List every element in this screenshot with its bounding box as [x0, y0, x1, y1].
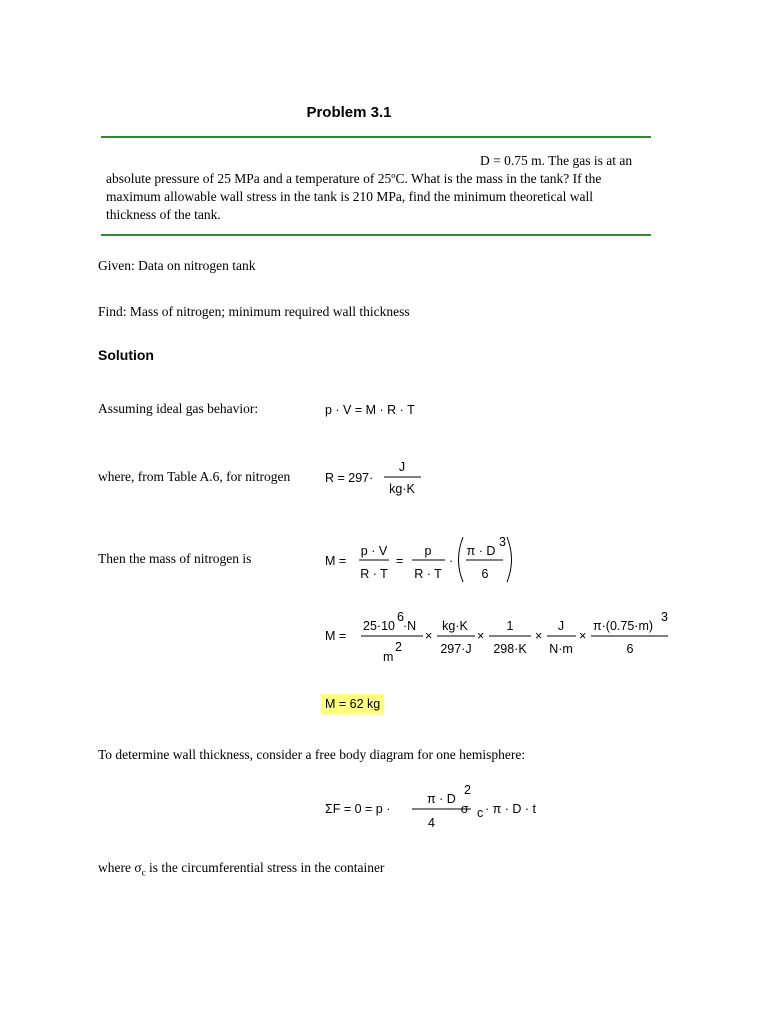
- m1-f3-den: 6: [481, 567, 489, 581]
- force-balance-equation: [325, 784, 555, 835]
- m2-d-num: J: [557, 619, 565, 633]
- m2-e-num: π·(0.75·m): [593, 619, 654, 633]
- m2-c-den: 298·K: [493, 642, 527, 656]
- ideal-gas-equation: p · V = M · R · T: [325, 403, 415, 417]
- m2-c-num: 1: [506, 619, 514, 633]
- m1-dot: ·: [449, 554, 454, 568]
- mass-label: Then the mass of nitrogen is: [98, 551, 252, 566]
- m1-eq: =: [396, 554, 404, 568]
- f-minus: − σ: [450, 802, 469, 816]
- m2-d-den: N·m: [549, 642, 573, 656]
- m2-a-den-exp: 2: [395, 640, 402, 654]
- m1-f2-num: p: [424, 544, 432, 558]
- m1-f1-num: p · V: [360, 544, 388, 558]
- m2-times-3: ×: [535, 629, 543, 643]
- m2-b-num: kg·K: [442, 619, 468, 633]
- given-text: Given: Data on nitrogen tank: [98, 258, 256, 273]
- m1-f3-exp: 3: [499, 535, 506, 549]
- m2-a-exp: 6: [397, 610, 404, 624]
- f-sub: c: [477, 806, 484, 820]
- f-lhs: ΣF = 0 = p ·: [325, 802, 391, 816]
- wall-thickness-label: To determine wall thickness, consider a free body diagram for one hemisphere:: [98, 747, 526, 762]
- where-prefix: where σ: [98, 860, 142, 875]
- f-num: π · D: [427, 792, 456, 806]
- m2-a-den: m: [383, 650, 394, 664]
- m1-lhs: M =: [325, 554, 347, 568]
- table-label: where, from Table A.6, for nitrogen: [98, 469, 291, 484]
- bottom-divider: [101, 234, 651, 236]
- solution-heading: Solution: [98, 347, 154, 363]
- statement-line-3: maximum allowable wall stress in the tank is 210 MPa, find the minimum theoretical wall: [106, 189, 594, 204]
- f-num-exp: 2: [464, 783, 471, 797]
- where-sub: c: [141, 867, 146, 878]
- f-den: 4: [428, 816, 435, 830]
- mass-substitution-equation: [325, 612, 675, 669]
- statement-line-4: thickness of the tank.: [106, 207, 221, 222]
- statement-line-1: D = 0.75 m. The gas is at an: [480, 153, 633, 168]
- m2-times-2: ×: [477, 629, 485, 643]
- m2-times-4: ×: [579, 629, 587, 643]
- m2-b-den: 297·J: [440, 642, 472, 656]
- m2-a-num: 25·10: [363, 619, 395, 633]
- f-tail: · π · D · t: [485, 802, 536, 816]
- m2-lhs: M =: [325, 629, 347, 643]
- statement-line-2: absolute pressure of 25 MPa and a temperature of 25ºC. What is the mass in the tank? If the: [106, 171, 602, 186]
- mass-result: M = 62 kg: [321, 694, 384, 715]
- r-numerator: J: [398, 460, 406, 474]
- m2-e-den: 6: [626, 642, 634, 656]
- r-lhs: R = 297·: [325, 471, 374, 485]
- m1-f1-den: R · T: [360, 567, 388, 581]
- r-denominator: kg·K: [389, 482, 415, 496]
- m2-times-1: ×: [425, 629, 433, 643]
- find-text: Find: Mass of nitrogen; minimum required wall thickness: [98, 304, 410, 319]
- m1-f2-den: R · T: [414, 567, 442, 581]
- problem-title: Problem 3.1: [306, 104, 392, 121]
- m2-e-exp: 3: [661, 610, 668, 624]
- where-sigma-text: [98, 860, 384, 878]
- ideal-gas-label: Assuming ideal gas behavior:: [98, 401, 259, 416]
- mass-equation: [325, 534, 525, 587]
- where-suffix: is the circumferential stress in the container: [145, 860, 385, 875]
- top-divider: [101, 136, 651, 138]
- gas-constant-equation: [325, 455, 445, 504]
- m2-a-num2: ·N: [403, 619, 417, 633]
- m1-f3-num: π · D: [466, 544, 496, 558]
